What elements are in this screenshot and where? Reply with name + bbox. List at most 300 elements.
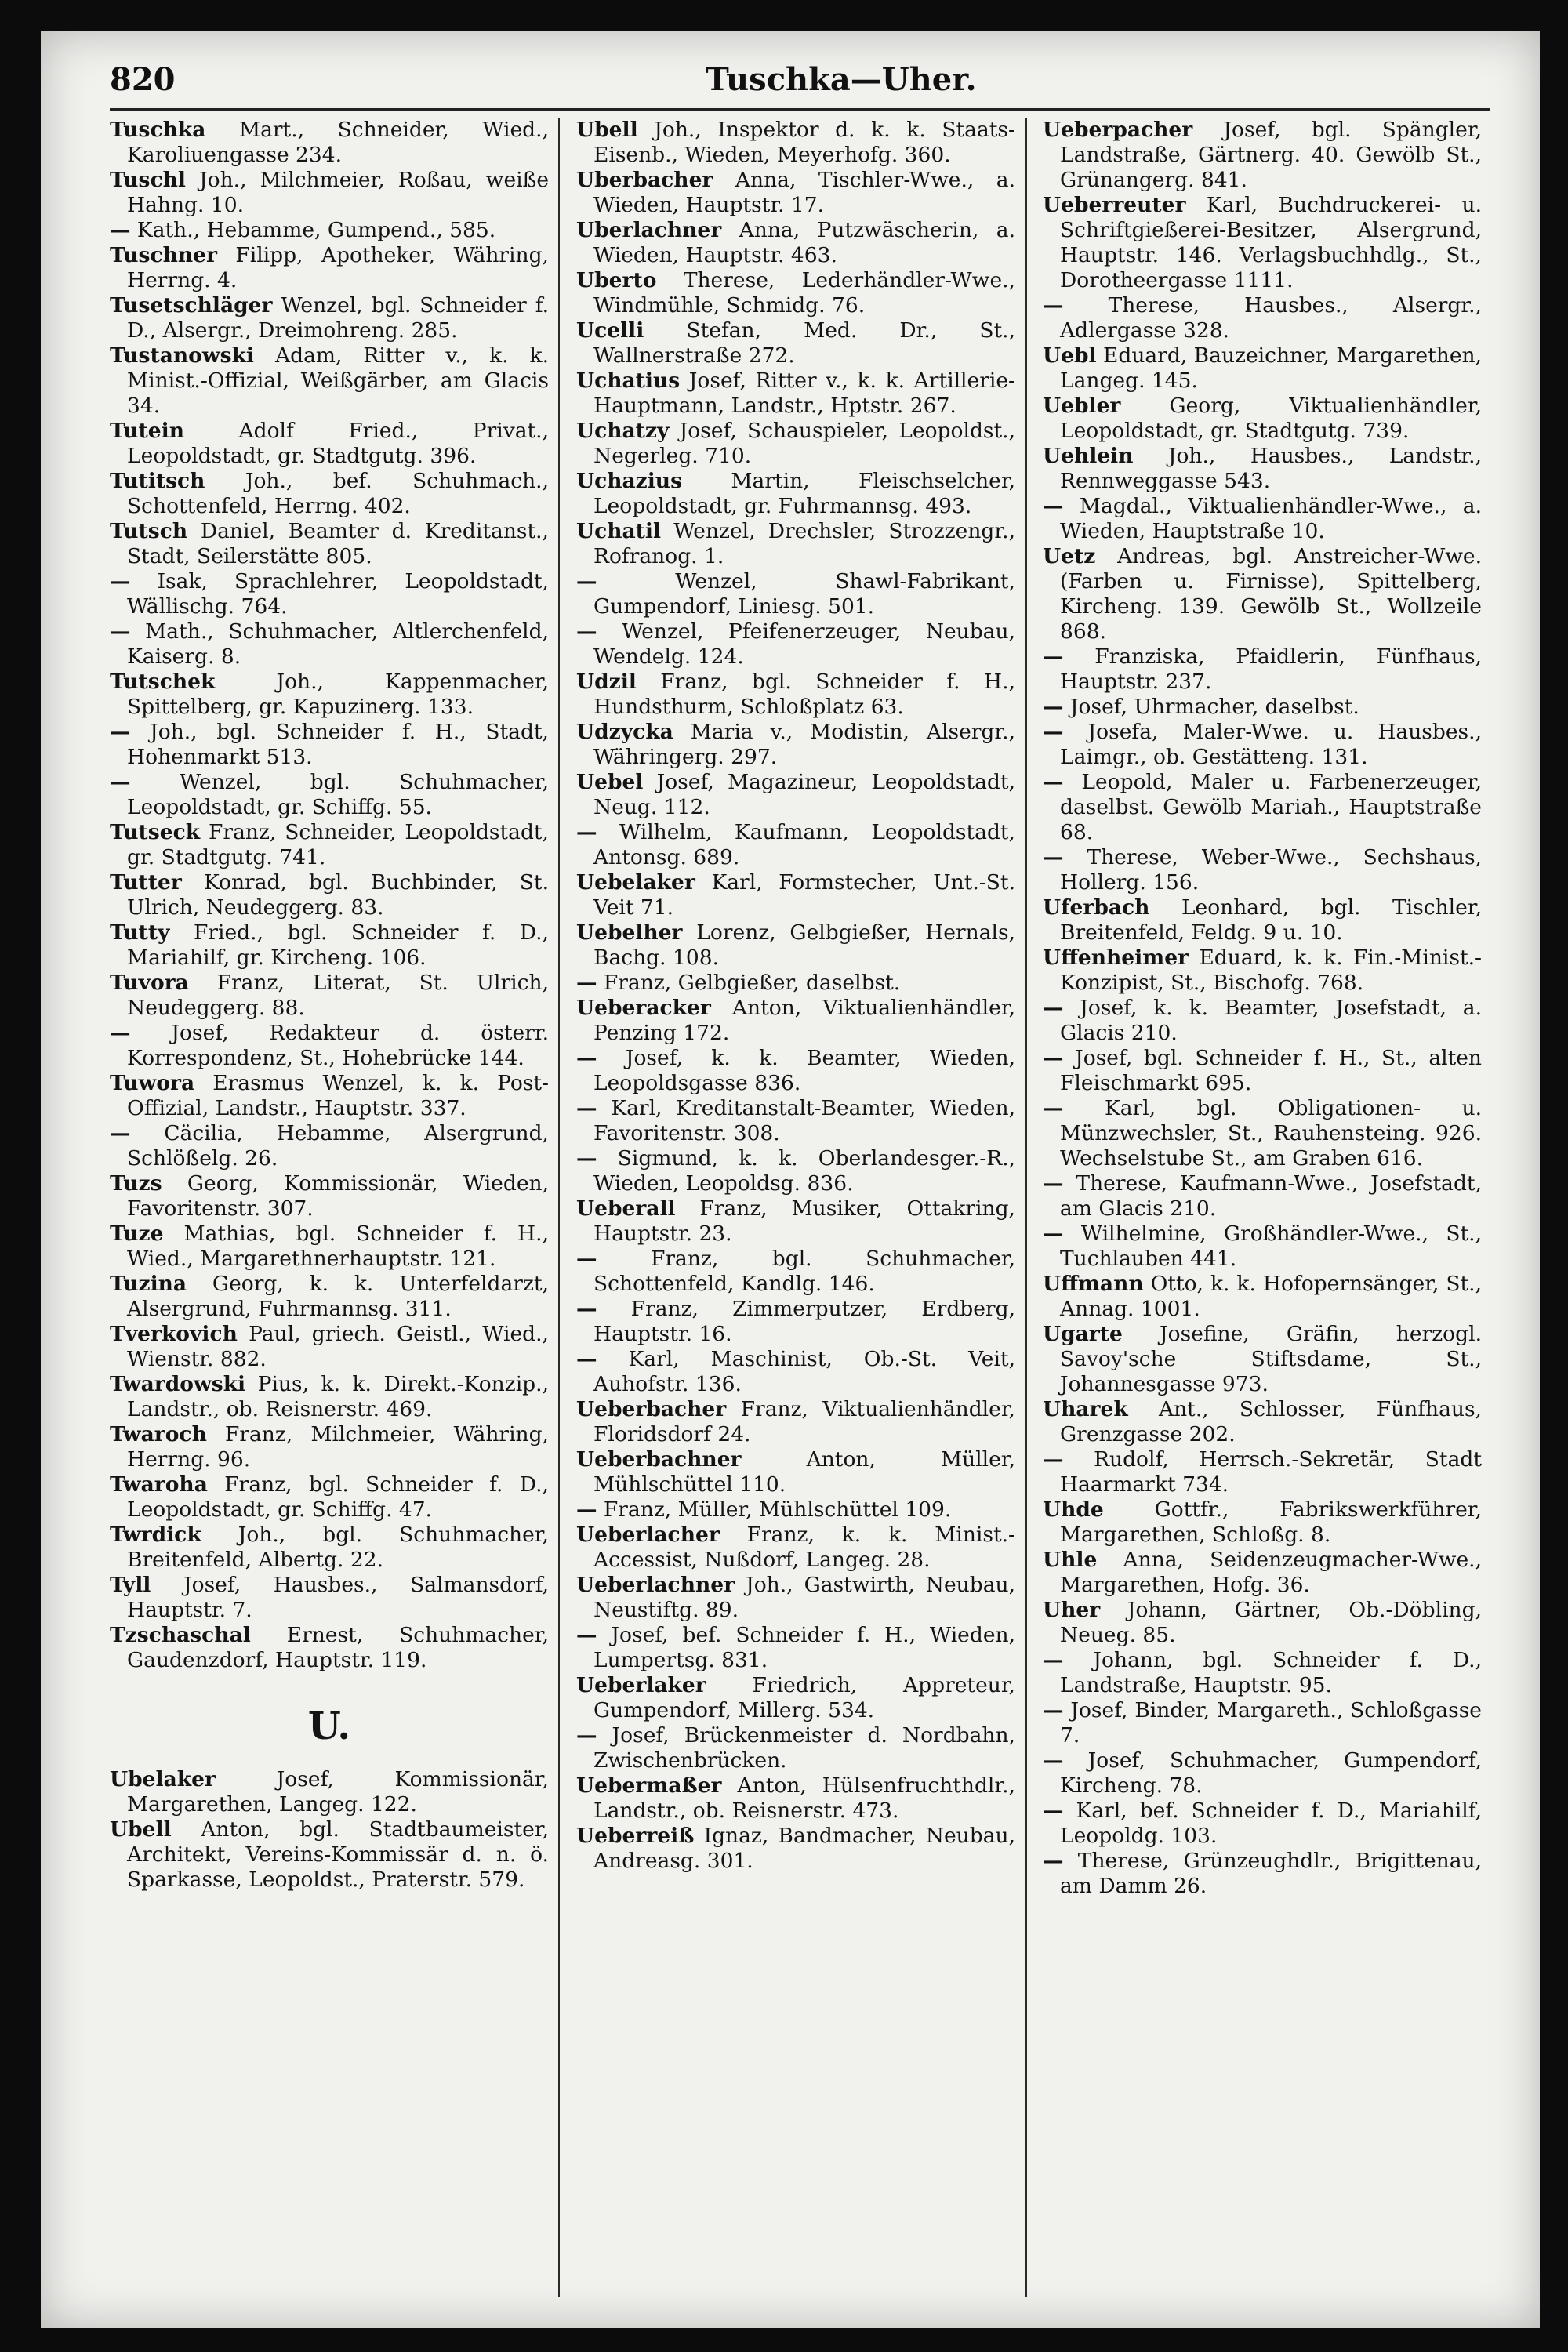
entry-name: Tuzina [110,1272,187,1296]
entry-name: Uffmann [1043,1272,1144,1296]
directory-entry [1043,1548,1482,1598]
directory-entry [1043,1171,1482,1221]
entry-name: Ueberlaker [576,1673,706,1697]
entry-details: Franz, Milchmeier, Währing, Herrng. 96. [127,1422,549,1472]
entry-name: Udzil [576,670,637,694]
entry-details: Anton, Müller, Mühlschüttel 110. [593,1447,1015,1497]
entry-details: Joh., bgl. Schuhmacher, Breitenfeld, Albertg. 22. [127,1523,549,1572]
entry-name: Uberlachner [576,218,722,242]
directory-entry [110,720,549,770]
entry-details: Erasmus Wenzel, k. k. Post-Offizial, Landstr., Hauptstr. 337. [127,1071,549,1120]
entry-name: — [576,1146,597,1171]
directory-entry [576,469,1015,519]
entry-name: Twardowski [110,1372,246,1396]
entry-details: Joh., bgl. Schneider f. H., Stadt, Hohenmarkt 513. [127,720,549,769]
directory-entry [576,118,1015,168]
directory-entry [576,1397,1015,1447]
entry-name: — [1043,720,1064,744]
directory-entry [110,1767,549,1817]
directory-entry [110,293,549,343]
entry-details: Joh., Inspektor d. k. k. Staats-Eisenb., Wieden, Meyerhofg. 360. [593,118,1015,167]
directory-entry [576,1673,1015,1723]
directory-entry [1043,1598,1482,1648]
entry-details: Therese, Hausbes., Alsergr., Adlergasse 328. [1060,293,1482,343]
entry-details: Josef, k. k. Beamter, Wieden, Leopoldsgasse 836. [593,1046,1015,1095]
entry-details: Franz, bgl. Schneider f. H., Hundsthurm, Schloßplatz 63. [593,670,1015,719]
directory-entry [110,1472,549,1523]
entry-details: Mathias, bgl. Schneider f. H., Wied., Margarethnerhauptstr. 121. [127,1221,549,1271]
entry-details: Johann, Gärtner, Ob.-Döbling, Neueg. 85. [1060,1598,1482,1647]
entry-details: Josef, k. k. Beamter, Josefstadt, a. Glacis 210. [1060,996,1482,1045]
entry-name: Uher [1043,1598,1101,1622]
entry-name: — [1043,1221,1064,1246]
entry-name: — [576,1723,597,1748]
entry-name: Ueberpacher [1043,118,1193,142]
directory-entry [110,670,549,720]
entry-name: — [1043,845,1064,869]
entry-name: Twrdick [110,1523,201,1547]
entry-details: Franz, Schneider, Leopoldstadt, gr. Stadtgutg. 741. [127,820,549,869]
directory-entry [1043,193,1482,293]
entry-details: Konrad, bgl. Buchbinder, St. Ulrich, Neudeggerg. 83. [127,870,549,920]
entry-name: Uchatius [576,368,681,393]
entry-details: Karl, bgl. Obligationen- u. Münzwechsler, St., Rauhensteing. 926. Wechselstube St., am Graben 616. [1060,1096,1482,1171]
entry-details: Therese, Kaufmann-Wwe., Josefstadt, am Glacis 210. [1060,1171,1482,1221]
entry-details: Franz, k. k. Minist.-Accessist, Nußdorf, Langeg. 28. [593,1523,1015,1572]
column-divider [558,118,560,2297]
entry-name: Tutty [110,920,170,945]
directory-entry [110,1171,549,1221]
directory-entry [576,168,1015,218]
entry-name: — [1043,1798,1064,1823]
directory-entry [110,619,549,670]
directory-entry [1043,1447,1482,1497]
directory-entry [576,218,1015,268]
entry-details: Otto, k. k. Hofopernsänger, St., Annag. 1001. [1060,1272,1482,1321]
entry-name: Ubell [110,1817,172,1842]
entry-details: Franz, bgl. Schneider f. D., Leopoldstadt, gr. Schiffg. 47. [127,1472,549,1522]
entry-details: Mart., Schneider, Wied., Karoliuengasse 234. [127,118,549,167]
entry-name: Tuschner [110,243,217,267]
entry-details: Adolf Fried., Privat., Leopoldstadt, gr. Stadtgutg. 396. [127,419,549,468]
column-2 [576,118,1015,2313]
entry-name: — [576,1046,597,1070]
entry-name: Ubell [576,118,638,142]
entry-details: Josef, Kommissionär, Margarethen, Langeg. 122. [127,1767,549,1817]
entry-details: Anton, bgl. Stadtbaumeister, Architekt, Vereins-Kommissär d. n. ö. Sparkasse, Leopoldst., Praterstr. 579. [127,1817,549,1892]
entry-name: Uebel [576,770,644,794]
entry-details: Maria v., Modistin, Alsergr., Währingerg. 297. [593,720,1015,769]
entry-details: Franz, Musiker, Ottakring, Hauptstr. 23. [593,1196,1015,1246]
entry-details: Joh., Hausbes., Landstr., Rennweggasse 543. [1060,444,1482,493]
entry-details: Kath., Hebamme, Gumpend., 585. [130,218,496,242]
directory-entry [1043,895,1482,946]
entry-name: Uhle [1043,1548,1098,1572]
directory-entry [110,118,549,168]
entry-name: Uebl [1043,343,1097,368]
directory-entry [1043,1497,1482,1548]
directory-entry [1043,770,1482,845]
entry-details: Sigmund, k. k. Oberlandesger.-R., Wieden, Leopoldsg. 836. [593,1146,1015,1196]
entry-name: — [1043,695,1064,719]
entry-details: Rudolf, Herrsch.-Sekretär, Stadt Haarmarkt 734. [1060,1447,1482,1497]
entry-details: Math., Schuhmacher, Altlerchenfeld, Kaiserg. 8. [127,619,549,669]
entry-name: Tustanowski [110,343,254,368]
entry-details: Josef, bgl. Spängler, Landstraße, Gärtnerg. 40. Gewölb St., Grünangerg. 841. [1060,118,1482,192]
directory-entry [1043,695,1482,720]
entry-name: — [1043,293,1064,318]
entry-name: Tuzs [110,1171,162,1196]
directory-entry [110,343,549,419]
directory-entry [1043,1648,1482,1698]
directory-entry [1043,343,1482,394]
entry-name: Ugarte [1043,1322,1123,1346]
entry-details: Wenzel, Shawl-Fabrikant, Gumpendorf, Liniesg. 501. [593,569,1015,619]
entry-details: Eduard, Bauzeichner, Margarethen, Langeg. 145. [1060,343,1482,393]
page-header [110,61,1490,102]
entry-details: Josef, Magazineur, Leopoldstadt, Neug. 112. [593,770,1015,819]
entry-name: Uebelaker [576,870,695,895]
entry-name: Ueberreuter [1043,193,1186,217]
directory-entry [576,1096,1015,1146]
directory-entry [110,1322,549,1372]
entry-details: Joh., Milchmeier, Roßau, weiße Hahng. 10. [127,168,549,217]
directory-entry [1043,1221,1482,1272]
entry-name: — [576,619,597,644]
directory-entry [1043,996,1482,1046]
entry-details: Josef, Binder, Margareth., Schloßgasse 7. [1060,1698,1482,1748]
entry-name: — [576,1297,597,1321]
entry-details: Lorenz, Gelbgießer, Hernals, Bachg. 108. [593,920,1015,970]
entry-details: Ant., Schlosser, Fünfhaus, Grenzgasse 202. [1060,1397,1482,1446]
entry-name: — [1043,996,1064,1020]
directory-entry [576,971,1015,996]
directory-entry [576,670,1015,720]
entry-details: Anton, Hülsenfruchthdlr., Landstr., ob. Reisnerstr. 473. [593,1773,1015,1823]
directory-entry [1043,494,1482,544]
directory-entry [576,996,1015,1046]
entry-name: Ubelaker [110,1767,216,1791]
entry-details: Georg, Kommissionär, Wieden, Favoritenstr. 307. [127,1171,549,1221]
entry-name: Ueberreiß [576,1824,695,1848]
entry-details: Anna, Putzwäscherin, a. Wieden, Hauptstr. 463. [593,218,1015,267]
directory-entry [110,971,549,1021]
entry-details: Georg, Viktualienhändler, Leopoldstadt, gr. Stadtgutg. 739. [1060,394,1482,443]
entry-details: Karl, Maschinist, Ob.-St. Veit, Auhofstr. 136. [593,1347,1015,1396]
entry-details: Martin, Fleischselcher, Leopoldstadt, gr. Fuhrmannsg. 493. [593,469,1015,518]
entry-details: Wilhelm, Kaufmann, Leopoldstadt, Antonsg. 689. [593,820,1015,869]
directory-entry [110,1422,549,1472]
entry-details: Franz, Müller, Mühlschüttel 109. [597,1497,952,1522]
entry-name: Twaroch [110,1422,207,1446]
entry-details: Wenzel, Pfeifenerzeuger, Neubau, Wendelg. 124. [593,619,1015,669]
entry-name: Twaroha [110,1472,208,1497]
directory-entry [576,318,1015,368]
directory-entry [110,1817,549,1893]
entry-details: Josef, Schuhmacher, Gumpendorf, Kircheng. 78. [1060,1748,1482,1798]
entry-details: Johann, bgl. Schneider f. D., Landstraße, Hauptstr. 95. [1060,1648,1482,1697]
entry-name: — [1043,1046,1064,1070]
entry-name: — [110,619,131,644]
directory-entry [1043,1272,1482,1322]
entry-details: Eduard, k. k. Fin.-Minist.-Konzipist, St., Bischofg. 768. [1060,946,1482,995]
entry-name: Uchatil [576,519,662,543]
entry-details: Josef, Redakteur d. österr. Korrespondenz, St., Hohebrücke 144. [127,1021,549,1070]
directory-entry [576,569,1015,619]
entry-name: Tutseck [110,820,201,844]
section-letter: U. [307,1704,351,1748]
entry-name: — [576,1347,597,1371]
directory-entry [576,1523,1015,1573]
entry-details: Gottfr., Fabrikswerkführer, Margarethen, Schloßg. 8. [1060,1497,1482,1547]
entry-details: Wenzel, bgl. Schuhmacher, Leopoldstadt, gr. Schiffg. 55. [127,770,549,819]
entry-details: Wilhelmine, Großhändler-Wwe., St., Tuchlauben 441. [1060,1221,1482,1271]
entry-name: Uebermaßer [576,1773,722,1798]
entry-name: Uhde [1043,1497,1104,1522]
entry-name: — [576,971,597,995]
entry-name: — [1043,1849,1064,1873]
entry-details: Josef, bgl. Schneider f. H., St., alten Fleischmarkt 695. [1060,1046,1482,1095]
directory-entry [576,1573,1015,1623]
entry-details: Stefan, Med. Dr., St., Wallnerstraße 272. [593,318,1015,368]
entry-name: — [576,569,597,593]
entry-name: Tuschl [110,168,186,192]
entry-details: Fried., bgl. Schneider f. D., Mariahilf, gr. Kircheng. 106. [127,920,549,970]
entry-name: Tuvora [110,971,189,995]
entry-details: Ernest, Schuhmacher, Gaudenzdorf, Hauptstr. 119. [127,1623,549,1672]
entry-name: — [1043,494,1064,518]
entry-details: Adam, Ritter v., k. k. Minist.-Offizial, Weißgärber, am Glacis 34. [127,343,549,418]
entry-details: Franziska, Pfaidlerin, Fünfhaus, Hauptstr. 237. [1060,644,1482,694]
header-rule [110,108,1490,111]
directory-entry [110,920,549,971]
entry-details: Josef, Brückenmeister d. Nordbahn, Zwischenbrücken. [593,1723,1015,1773]
entry-name: Uffenheimer [1043,946,1189,970]
directory-entry [576,920,1015,971]
directory-entry [1043,293,1482,343]
directory-entry [110,243,549,293]
entry-name: — [576,1497,597,1522]
directory-entry [1043,394,1482,444]
entry-details: Magdal., Viktualienhändler-Wwe., a. Wieden, Hauptstraße 10. [1060,494,1482,543]
entry-name: — [110,218,131,242]
entry-name: — [110,720,131,744]
directory-entry [110,569,549,619]
running-title: Tuschka—Uher. [706,61,977,98]
entry-details: Joh., bef. Schuhmach., Schottenfeld, Herrng. 402. [127,469,549,518]
directory-entry [576,519,1015,569]
entry-name: Udzycka [576,720,673,744]
entry-details: Karl, Kreditanstalt-Beamter, Wieden, Favoritenstr. 308. [593,1096,1015,1145]
entry-details: Franz, Gelbgießer, daselbst. [597,971,901,995]
entry-name: — [110,569,131,593]
directory-entry [576,870,1015,920]
directory-entry [576,770,1015,820]
directory-entry [110,870,549,920]
entry-name: Uetz [1043,544,1096,568]
directory-entry [1043,444,1482,494]
directory-entry [576,1497,1015,1523]
entry-name: — [1043,1171,1064,1196]
directory-entry [576,1773,1015,1824]
directory-entry [110,1623,549,1673]
entry-name: Ueberlacher [576,1523,720,1547]
entry-name: Uberto [576,268,657,292]
entry-details: Wenzel, Drechsler, Strozzengr., Rofranog. 1. [593,519,1015,568]
entry-name: — [1043,644,1064,669]
directory-entry [110,1221,549,1272]
entry-details: Anton, Viktualienhändler, Penzing 172. [593,996,1015,1045]
entry-details: Wenzel, bgl. Schneider f. D., Alsergr., Dreimohreng. 285. [127,293,549,343]
entry-name: Uferbach [1043,895,1150,920]
entry-name: Tverkovich [110,1322,238,1346]
directory-entry [576,1046,1015,1096]
directory-entry [576,1347,1015,1397]
directory-entry [1043,1322,1482,1397]
entry-name: Tzschaschal [110,1623,251,1647]
entry-name: Tutitsch [110,469,205,493]
entry-name: Uberbacher [576,168,713,192]
entry-name: Tuwora [110,1071,195,1095]
column-1 [110,118,549,2313]
directory-entry [110,820,549,870]
directory-entry [576,419,1015,469]
entry-details: Karl, Buchdruckerei- u. Schriftgießerei-Besitzer, Alsergrund, Hauptstr. 146. Verlagsbuchhdlg., St., Dorotheergasse 1111. [1060,193,1482,292]
entry-details: Josefa, Maler-Wwe. u. Hausbes., Laimgr., ob. Gestätteng. 131. [1060,720,1482,769]
entry-name: Uehlein [1043,444,1134,468]
column-divider [1025,118,1027,2297]
directory-entry [576,720,1015,770]
entry-name: — [1043,1447,1064,1472]
directory-entry [110,1071,549,1121]
entry-name: Tutschek [110,670,216,694]
entry-name: Uharek [1043,1397,1128,1421]
entry-details: Anna, Seidenzeugmacher-Wwe., Margarethen, Hofg. 36. [1060,1548,1482,1597]
entry-name: Ucelli [576,318,644,343]
entry-details: Karl, Formstecher, Unt.-St. Veit 71. [593,870,1015,920]
column-3 [1043,118,1482,2313]
directory-entry [1043,946,1482,996]
entry-name: Uebelher [576,920,683,945]
directory-entry [110,1272,549,1322]
entry-name: — [576,1096,597,1120]
directory-entry [1043,1698,1482,1748]
directory-entry [576,1297,1015,1347]
entry-name: — [110,770,131,794]
entry-details: Therese, Weber-Wwe., Sechshaus, Hollerg. 156. [1060,845,1482,895]
entry-name: Tuschka [110,118,206,142]
entry-details: Friedrich, Appreteur, Gumpendorf, Millerg. 534. [593,1673,1015,1722]
entry-name: Tyll [110,1573,151,1597]
entry-details: Joh., Gastwirth, Neubau, Neustiftg. 89. [593,1573,1015,1622]
directory-entry [110,168,549,218]
directory-entry [576,1723,1015,1773]
directory-entry [1043,845,1482,895]
entry-details: Paul, griech. Geistl., Wied., Wienstr. 882. [127,1322,549,1371]
directory-entry [110,1121,549,1171]
directory-entry [110,1021,549,1071]
directory-entry [1043,720,1482,770]
directory-entry [576,368,1015,419]
entry-details: Josef, Uhrmacher, daselbst. [1063,695,1359,719]
directory-entry [110,1573,549,1623]
entry-name: Tutter [110,870,182,895]
entry-details: Karl, bef. Schneider f. D., Mariahilf, Leopoldg. 103. [1060,1798,1482,1848]
entry-details: Cäcilia, Hebamme, Alsergrund, Schlößelg. 26. [127,1121,549,1171]
entry-name: — [1043,1698,1064,1722]
entry-details: Ignaz, Bandmacher, Neubau, Andreasg. 301. [593,1824,1015,1873]
directory-entry [110,1523,549,1573]
entry-details: Josefine, Gräfin, herzogl. Savoy'sche Stiftsdame, St., Johannesgasse 973. [1060,1322,1482,1396]
entry-details: Filipp, Apotheker, Währing, Herrng. 4. [127,243,549,292]
directory-entry [576,1247,1015,1297]
entry-details: Anna, Tischler-Wwe., a. Wieden, Hauptstr. 17. [593,168,1015,217]
entry-details: Therese, Grünzeughdlr., Brigittenau, am Damm 26. [1060,1849,1482,1898]
entry-details: Isak, Sprachlehrer, Leopoldstadt, Wällischg. 764. [127,569,549,619]
entry-name: Ueberacker [576,996,711,1020]
directory-entry [576,268,1015,318]
directory-entry [576,1146,1015,1196]
entry-name: Ueberbacher [576,1397,727,1421]
entry-name: — [1043,1648,1064,1672]
entry-name: — [576,820,597,844]
directory-entry [576,820,1015,870]
directory-entry [576,1824,1015,1874]
directory-entry [110,519,549,569]
entry-name: — [110,1121,131,1145]
directory-entry [1043,1397,1482,1447]
entry-name: — [1043,1748,1064,1773]
directory-entry [1043,1849,1482,1899]
directory-entry [1043,118,1482,193]
entry-details: Josef, Schauspieler, Leopoldst., Negerleg. 710. [593,419,1015,468]
entry-details: Franz, bgl. Schuhmacher, Schottenfeld, Kandlg. 146. [593,1247,1015,1296]
entry-name: Tuze [110,1221,164,1246]
entry-details: Joh., Kappenmacher, Spittelberg, gr. Kapuzinerg. 133. [127,670,549,719]
entry-name: Tutsch [110,519,188,543]
entry-details: Leopold, Maler u. Farbenerzeuger, daselbst. Gewölb Mariah., Hauptstraße 68. [1060,770,1482,844]
directory-entry [576,1623,1015,1673]
entry-name: Uebler [1043,394,1121,418]
directory-entry [1043,1798,1482,1849]
directory-entry [576,619,1015,670]
directory-entry [576,1196,1015,1247]
entry-name: Uchazius [576,469,682,493]
entry-details: Franz, Literat, St. Ulrich, Neudeggerg. 88. [127,971,549,1020]
entry-details: Georg, k. k. Unterfeldarzt, Alsergrund, Fuhrmannsg. 311. [127,1272,549,1321]
entry-details: Josef, bef. Schneider f. H., Wieden, Lumpertsg. 831. [593,1623,1015,1672]
directory-entry [110,469,549,519]
entry-details: Leonhard, bgl. Tischler, Breitenfeld, Feldg. 9 u. 10. [1060,895,1482,945]
directory-entry [576,1447,1015,1497]
directory-entry [1043,1748,1482,1798]
entry-details: Andreas, bgl. Anstreicher-Wwe. (Farben u. Firnisse), Spittelberg, Kircheng. 139. Gewölb St., Wollzeile 868. [1060,544,1482,644]
directory-entry [1043,1096,1482,1171]
entry-name: Ueberall [576,1196,676,1221]
entry-details: Franz, Zimmerputzer, Erdberg, Hauptstr. 16. [593,1297,1015,1346]
entry-name: — [1043,770,1064,794]
page-number: 820 [110,61,176,98]
entry-name: — [110,1021,131,1045]
directory-entry [110,419,549,469]
entry-details: Therese, Lederhändler-Wwe., Windmühle, Schmidg. 76. [593,268,1015,318]
directory-entry [110,1372,549,1422]
directory-entry [110,218,549,243]
entry-name: Uchatzy [576,419,670,443]
entry-name: — [576,1623,597,1647]
entry-details: Daniel, Beamter d. Kreditanst., Stadt, Seilerstätte 805. [127,519,549,568]
directory-entry [110,770,549,820]
